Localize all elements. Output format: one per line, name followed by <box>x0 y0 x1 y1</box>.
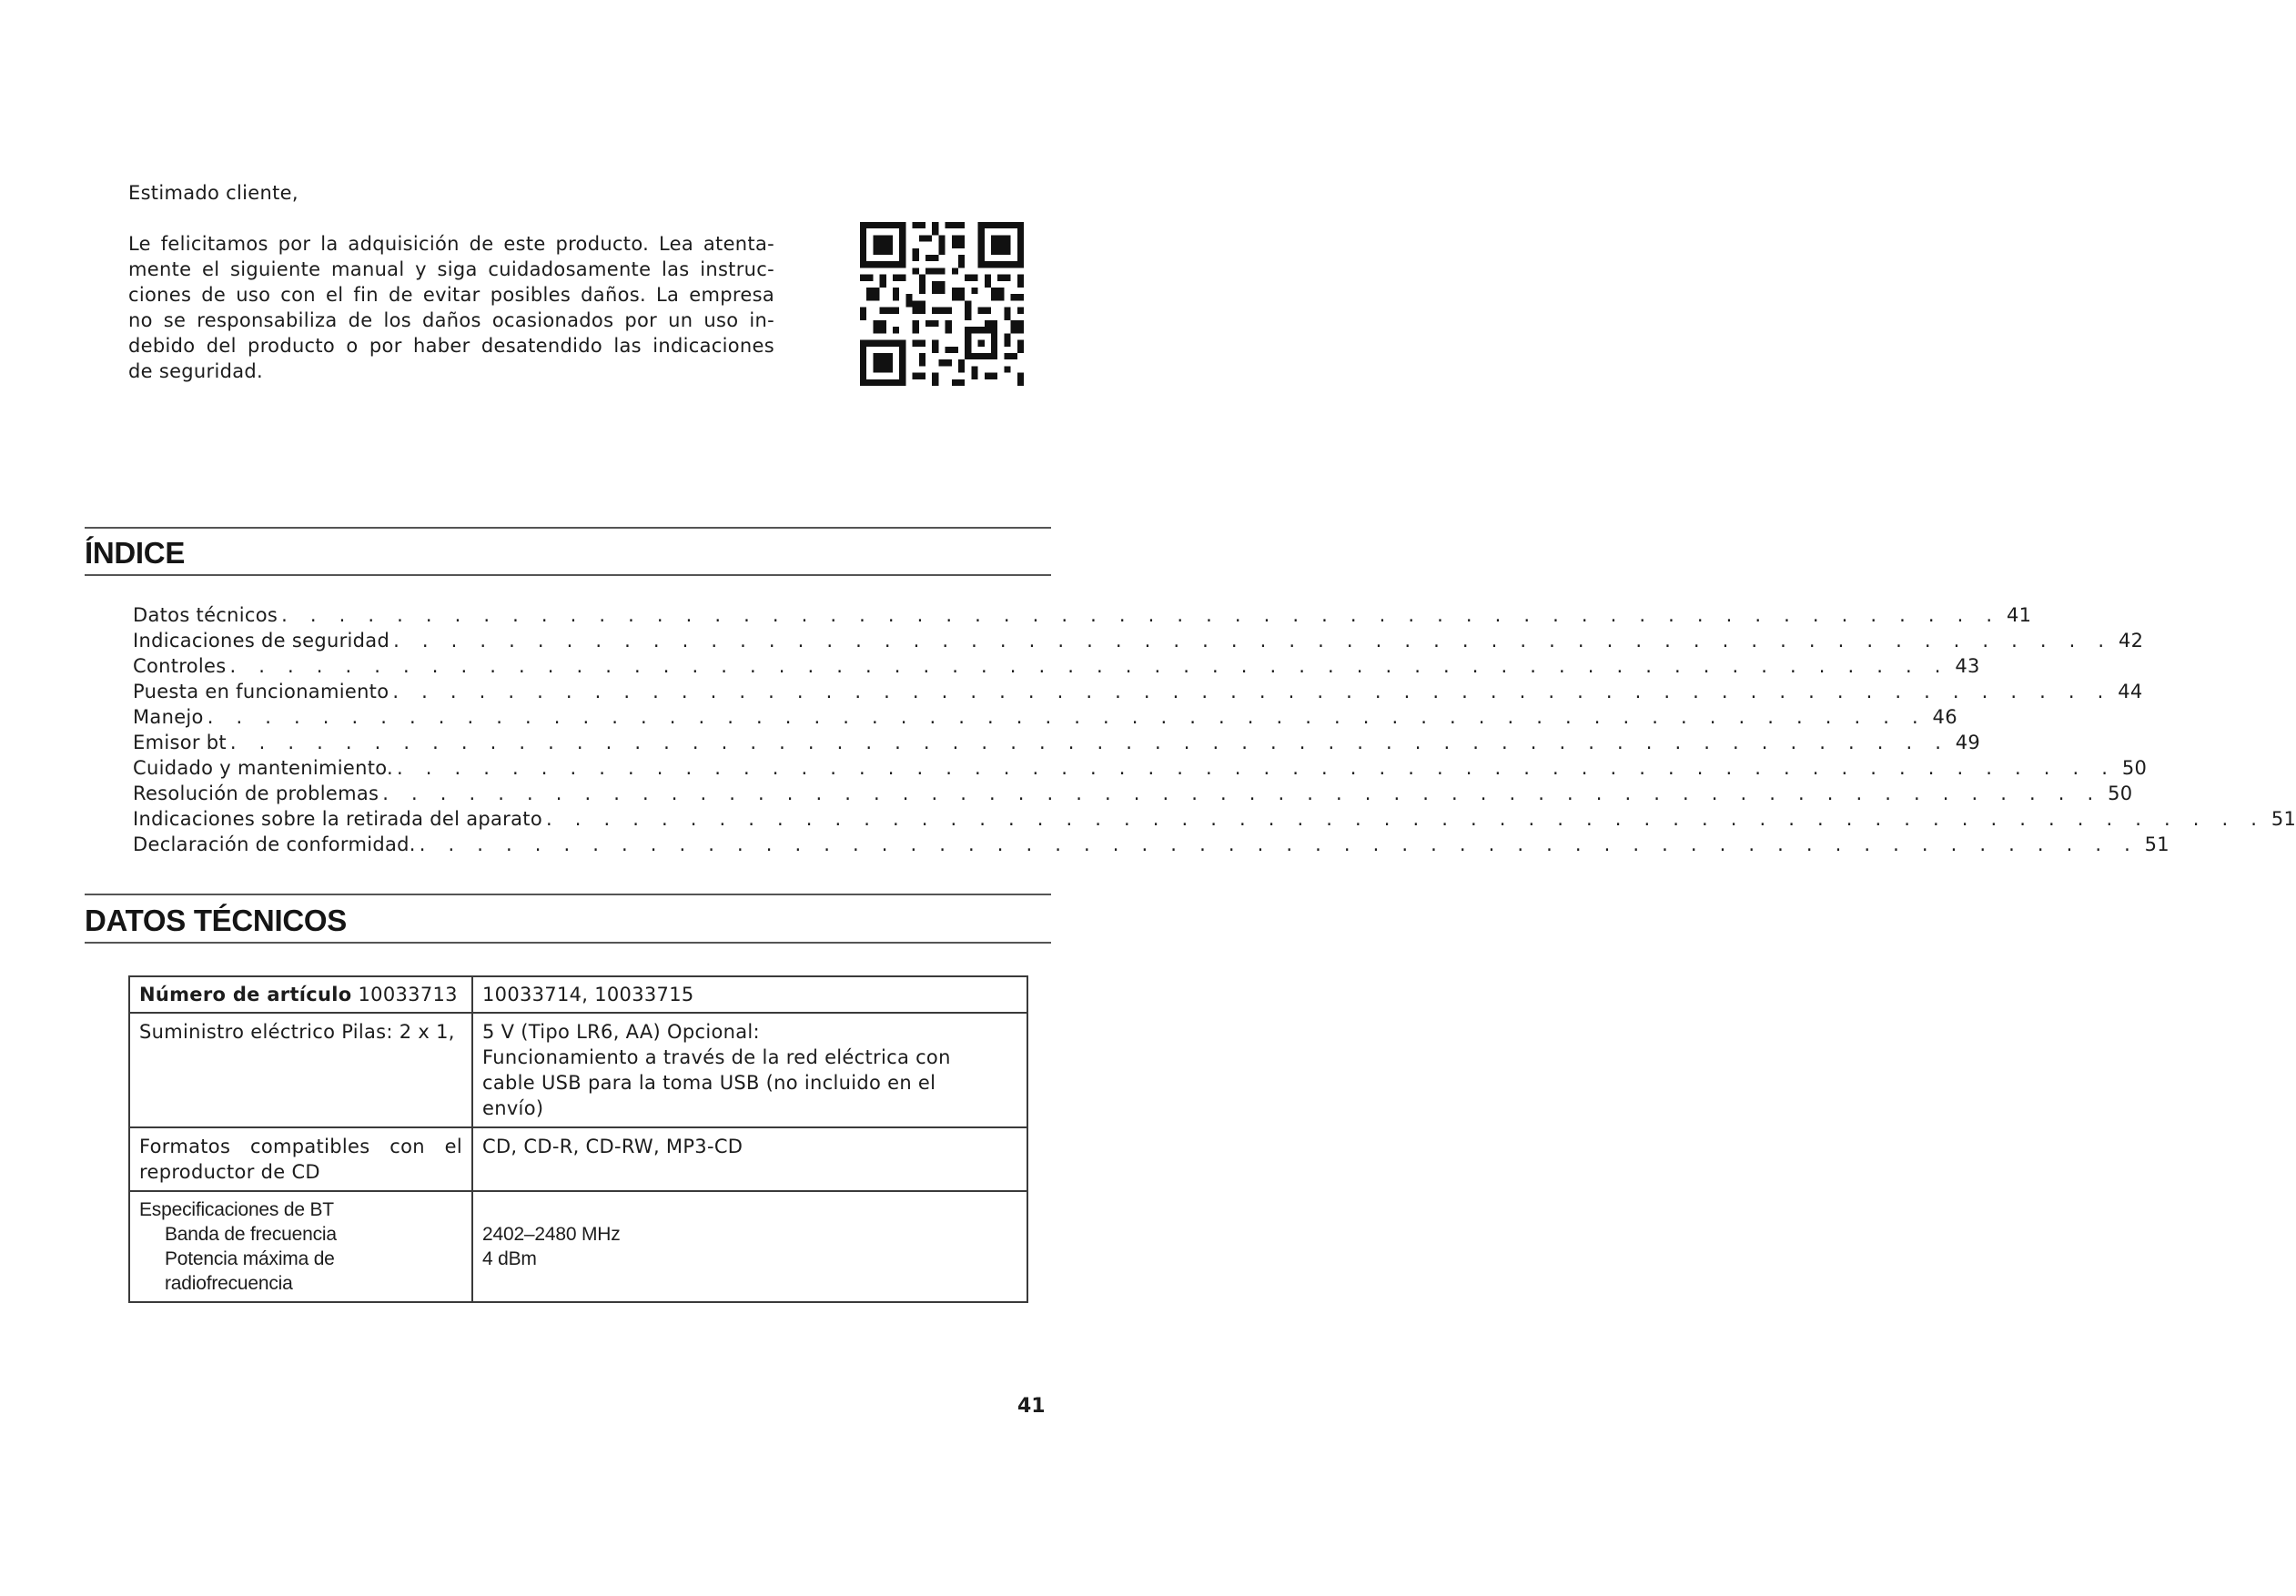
intro-paragraph <box>128 231 774 384</box>
toc-leader-dots: . . . . . . . . . . . . . . . . . . . . . . . . . . . . . . . . . . . . . . . . . . . . . . . . . . . . . . . . . . . . <box>207 706 1927 728</box>
toc-entry-page: 49 <box>1955 732 1981 753</box>
bt-freq-value: 2402–2480 MHz <box>482 1224 621 1245</box>
intro-line: mente el siguiente manual y siga cuidadosamente las instruc- <box>128 258 774 280</box>
toc-entry-page: 51 <box>2144 833 2170 855</box>
toc-entry-page: 43 <box>1955 655 1980 677</box>
bt-value-cell <box>472 1191 1027 1302</box>
toc-entry[interactable] <box>133 602 2032 628</box>
power-label: Suministro eléctrico Pilas: 2 x 1, <box>139 1021 455 1043</box>
bt-freq-label: Banda de frecuencia <box>165 1224 337 1245</box>
power-value-line: envío) <box>482 1097 544 1119</box>
toc-leader-dots: . . . . . . . . . . . . . . . . . . . . . . . . . . . . . . . . . . . . . . . . . . . . . . . . . . . . . . . . . . . . <box>229 655 1949 677</box>
toc-entry[interactable] <box>133 704 1957 730</box>
formats-label-cell <box>129 1127 472 1191</box>
power-label-cell <box>129 1013 472 1127</box>
toc-entry[interactable] <box>133 628 2144 653</box>
toc-entry[interactable] <box>133 781 2133 806</box>
power-value-cell <box>472 1013 1027 1127</box>
power-value-line: Funcionamiento a través de la red eléctrica con <box>482 1046 951 1068</box>
toc-leader-dots: . . . . . . . . . . . . . . . . . . . . . . . . . . . . . . . . . . . . . . . . . . . . . . . . . . . . . . . . . . . . <box>382 783 2102 804</box>
formats-label-line: reproductor de CD <box>139 1161 320 1183</box>
bt-power-value: 4 dBm <box>482 1248 537 1269</box>
toc-entry[interactable] <box>133 679 2143 704</box>
greeting: Estimado cliente, <box>128 182 298 204</box>
tech-bottom-rule <box>85 942 1051 944</box>
toc-entry[interactable] <box>133 653 1980 679</box>
toc-leader-dots: . . . . . . . . . . . . . . . . . . . . . . . . . . . . . . . . . . . . . . . . . . . . . . . . . . . . . . . . . . . . <box>419 833 2139 855</box>
table-row <box>129 1013 1027 1127</box>
toc-entry[interactable] <box>133 755 2148 781</box>
toc-entry-page: 46 <box>1932 706 1957 728</box>
toc-entry-page: 50 <box>2108 783 2133 804</box>
table-row <box>129 976 1027 1013</box>
toc-entry-page: 41 <box>2006 604 2032 626</box>
power-value-line: 5 V (Tipo LR6, AA) Opcional: <box>482 1021 760 1043</box>
page-number: 41 <box>1017 1395 1046 1418</box>
tech-title: DATOS TÉCNICOS <box>85 904 347 937</box>
toc-leader-dots: . . . . . . . . . . . . . . . . . . . . . . . . . . . . . . . . . . . . . . . . . . . . . . . . . . . . . . . . . . . . <box>281 604 2001 626</box>
toc-entry-label: Indicaciones sobre la retirada del aparato <box>133 808 542 830</box>
toc-entry-page: 50 <box>2121 757 2148 779</box>
toc-leader-dots: . . . . . . . . . . . . . . . . . . . . . . . . . . . . . . . . . . . . . . . . . . . . . . . . . . . . . . . . . . . . <box>545 808 2266 830</box>
qr-code <box>860 222 1024 386</box>
toc-entry-label: Manejo <box>133 706 204 728</box>
intro-line: no se responsabiliza de los daños ocasionados por un uso in- <box>128 309 774 331</box>
power-value-line: cable USB para la toma USB (no incluido en el <box>482 1072 936 1094</box>
tech-top-rule <box>85 894 1051 895</box>
bt-power-label-line: radiofrecuencia <box>165 1273 293 1294</box>
bt-power-label-line: Potencia máxima de <box>165 1248 335 1269</box>
toc-entry-label: Resolución de problemas <box>133 783 379 804</box>
toc-leader-dots: . . . . . . . . . . . . . . . . . . . . . . . . . . . . . . . . . . . . . . . . . . . . . . . . . . . . . . . . . . . . <box>229 732 1950 753</box>
article-value-a: 10033713 <box>358 984 458 1005</box>
toc-leader-dots: . . . . . . . . . . . . . . . . . . . . . . . . . . . . . . . . . . . . . . . . . . . . . . . . . . . . . . . . . . . . <box>392 681 2112 702</box>
toc-entry[interactable] <box>133 730 1981 755</box>
toc-entry[interactable] <box>133 832 2170 857</box>
table-row <box>129 1127 1027 1191</box>
toc-entry-label: Indicaciones de seguridad <box>133 630 390 652</box>
bt-label: Especificaciones de BT <box>139 1199 334 1220</box>
formats-value-cell <box>472 1127 1027 1191</box>
intro-line: de seguridad. <box>128 360 263 382</box>
index-title: ÍNDICE <box>85 536 186 570</box>
table-row <box>129 1191 1027 1302</box>
article-label: Número de artículo <box>139 984 352 1005</box>
toc-entry-page: 51 <box>2271 808 2296 830</box>
article-value-cell <box>472 976 1027 1013</box>
intro-line: ciones de uso con el fin de evitar posibles daños. La empresa <box>128 284 774 306</box>
toc-entry-label: Cuidado y mantenimiento. <box>133 757 394 779</box>
intro-line: Le felicitamos por la adquisición de este producto. Lea atenta- <box>128 233 774 255</box>
toc-entry-label: Datos técnicos <box>133 604 278 626</box>
toc-entry[interactable] <box>133 806 2296 832</box>
intro-line: debido del producto o por haber desatendido las indicaciones <box>128 335 774 357</box>
index-bottom-rule <box>85 574 1051 576</box>
article-value-b: 10033714, 10033715 <box>482 984 694 1005</box>
toc-entry-label: Puesta en funcionamiento <box>133 681 389 702</box>
index-top-rule <box>85 527 1051 529</box>
toc-entry-page: 42 <box>2118 630 2144 652</box>
specifications-table <box>128 975 1028 1303</box>
toc-entry-label: Controles <box>133 655 227 677</box>
toc-entry-label: Declaración de conformidad. <box>133 833 416 855</box>
toc-leader-dots: . . . . . . . . . . . . . . . . . . . . . . . . . . . . . . . . . . . . . . . . . . . . . . . . . . . . . . . . . . . . <box>393 630 2113 652</box>
table-of-contents <box>133 602 2296 857</box>
formats-label-line: Formatos compatibles con el <box>139 1136 462 1157</box>
toc-entry-page: 44 <box>2118 681 2143 702</box>
article-label-cell <box>129 976 472 1013</box>
bt-label-cell <box>129 1191 472 1302</box>
formats-value: CD, CD-R, CD-RW, MP3-CD <box>482 1136 743 1157</box>
toc-entry-label: Emisor bt <box>133 732 227 753</box>
toc-leader-dots: . . . . . . . . . . . . . . . . . . . . . . . . . . . . . . . . . . . . . . . . . . . . . . . . . . . . . . . . . . . . <box>397 757 2117 779</box>
